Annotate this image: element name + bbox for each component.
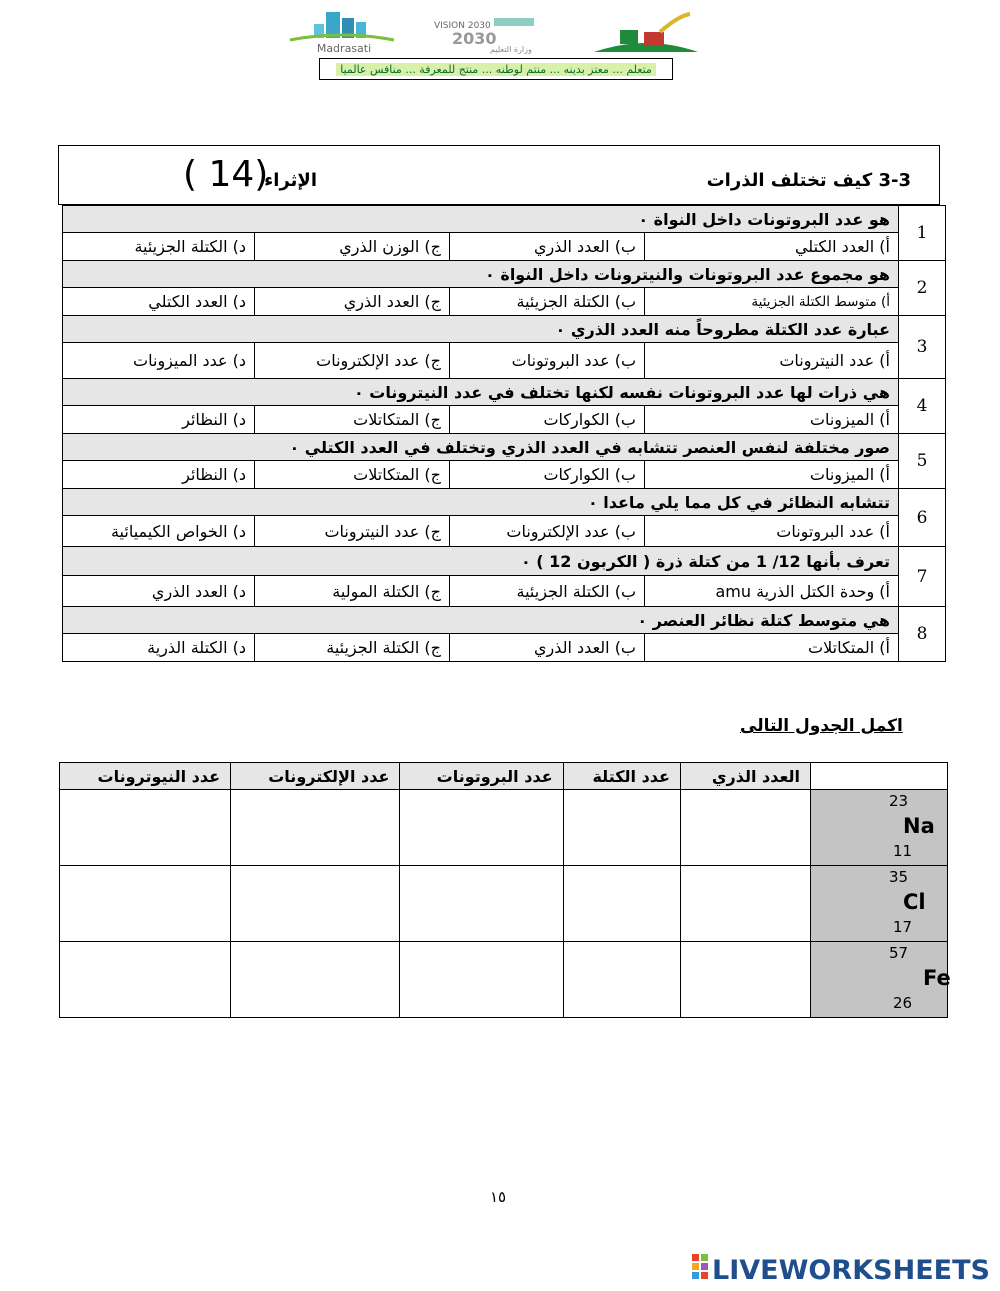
option-c[interactable]: ج) الوزن الذري — [255, 233, 450, 261]
question-text: هي ذرات لها عدد البروتونات نفسه لكنها تختلف في عدد النيترونات ٠ — [63, 379, 899, 406]
question-text: هي متوسط كتلة نظائر العنصر ٠ — [63, 607, 899, 634]
element-symbol: Cl — [903, 890, 926, 914]
table-row — [60, 942, 948, 1018]
option-d[interactable]: د) النظائر — [63, 406, 255, 434]
question-text: صور مختلفة لنفس العنصر تتشابه في العدد الذري وتختلف في العدد الكتلي ٠ — [63, 434, 899, 461]
question-number: 6 — [899, 489, 946, 547]
options-row — [63, 516, 946, 547]
option-d[interactable]: د) النظائر — [63, 461, 255, 489]
options-row — [63, 461, 946, 489]
option-a[interactable]: أ) الميزونات — [645, 461, 899, 489]
option-a[interactable]: أ) وحدة الكتل الذرية amu — [645, 576, 899, 607]
header-row — [60, 763, 948, 790]
liveworksheets-logo — [692, 1250, 992, 1284]
option-c[interactable]: ج) الكتلة المولية — [255, 576, 450, 607]
options-row — [63, 288, 946, 316]
madrasati-text: Madrasati — [316, 42, 372, 54]
question-row — [63, 379, 946, 406]
header-mass-number: عدد الكتلة — [563, 763, 680, 790]
page-number: ١٥ — [490, 1188, 507, 1206]
question-row — [63, 434, 946, 461]
header-protons: عدد البروتونات — [400, 763, 563, 790]
options-row — [63, 406, 946, 434]
element-mass: 57 — [889, 944, 909, 962]
question-text: تعرف بأنها 12/ 1 من كتلة ذرة ( الكربون 12 ) ٠ — [63, 547, 899, 576]
question-row — [63, 607, 946, 634]
question-row — [63, 547, 946, 576]
option-b[interactable]: ب) الكتلة الجزيئية — [450, 288, 645, 316]
question-number: 4 — [899, 379, 946, 434]
element-cell — [811, 942, 951, 1018]
option-a[interactable]: أ) عدد البروتونات — [645, 516, 899, 547]
question-text: هو مجموع عدد البروتونات والنيترونات داخل النواة ٠ — [63, 261, 899, 288]
options-row — [63, 343, 946, 379]
header-neutrons: عدد النيوترونات — [60, 763, 231, 790]
lesson-title: 3-3 كيف تختلف الذرات — [706, 170, 911, 191]
ministry-of-education-logo — [590, 12, 702, 54]
option-a[interactable]: أ) المتكاتلات — [645, 634, 899, 662]
elements-table — [59, 762, 951, 1018]
option-d[interactable]: د) الكتلة الذرية — [63, 634, 255, 662]
element-atomic: 26 — [893, 994, 913, 1012]
option-d[interactable]: د) الكتلة الجزيئية — [63, 233, 255, 261]
answer-cell[interactable] — [680, 866, 810, 942]
option-b[interactable]: ب) العدد الذري — [450, 233, 645, 261]
option-c[interactable]: ج) الكتلة الجزيئية — [255, 634, 450, 662]
answer-cell[interactable] — [563, 790, 680, 866]
watermark-text: LIVEWORKSHEETS — [712, 1255, 990, 1284]
option-a[interactable]: أ) الميزونات — [645, 406, 899, 434]
answer-cell[interactable] — [231, 790, 400, 866]
mcq-table — [62, 205, 946, 662]
option-d[interactable]: د) العدد الذري — [63, 576, 255, 607]
options-row — [63, 634, 946, 662]
question-row — [63, 261, 946, 288]
option-d[interactable]: د) الخواص الكيميائية — [63, 516, 255, 547]
ministry-text: وزارة التعليم — [490, 45, 532, 54]
table-instruction: اكمل الجدول التالى — [740, 716, 903, 736]
option-c[interactable]: ج) عدد الإلكترونات — [255, 343, 450, 379]
score-label: ( 14) — [183, 154, 269, 195]
question-text: هو عدد البروتونات داخل النواة ٠ — [63, 206, 899, 233]
answer-cell[interactable] — [680, 942, 810, 1018]
options-row — [63, 233, 946, 261]
answer-cell[interactable] — [400, 866, 563, 942]
element-cell — [811, 866, 948, 942]
table-row — [60, 866, 948, 942]
option-c[interactable]: ج) المتكاتلات — [255, 461, 450, 489]
question-row — [63, 489, 946, 516]
answer-cell[interactable] — [231, 942, 400, 1018]
answer-cell[interactable] — [400, 790, 563, 866]
motto-box — [319, 58, 673, 80]
question-row — [63, 316, 946, 343]
option-b[interactable]: ب) عدد الإلكترونات — [450, 516, 645, 547]
option-c[interactable]: ج) المتكاتلات — [255, 406, 450, 434]
question-number: 2 — [899, 261, 946, 316]
answer-cell[interactable] — [680, 790, 810, 866]
answer-cell[interactable] — [231, 866, 400, 942]
element-atomic: 11 — [893, 842, 913, 860]
vision-2030-logo — [432, 14, 540, 54]
motto-text: متعلم ... معتز بدينه ... منتم لوطنه ... منتج للمعرفة ... منافس عالميا — [336, 63, 656, 76]
element-atomic: 17 — [893, 918, 913, 936]
answer-cell[interactable] — [563, 942, 680, 1018]
question-number: 3 — [899, 316, 946, 379]
option-d[interactable]: د) عدد الميزونات — [63, 343, 255, 379]
element-symbol: Fe — [923, 966, 951, 990]
element-cell — [811, 790, 948, 866]
header-atomic-number: العدد الذري — [680, 763, 810, 790]
option-d[interactable]: د) العدد الكتلي — [63, 288, 255, 316]
question-number: 1 — [899, 206, 946, 261]
element-mass: 35 — [889, 868, 909, 886]
answer-cell[interactable] — [60, 790, 231, 866]
question-number: 5 — [899, 434, 946, 489]
option-a[interactable]: أ) العدد الكتلي — [645, 233, 899, 261]
option-b[interactable]: ب) الكواركات — [450, 461, 645, 489]
option-a[interactable]: أ) عدد النيترونات — [645, 343, 899, 379]
option-a[interactable]: أ) متوسط الكتلة الجزيئية — [645, 288, 899, 316]
madrasati-logo — [286, 10, 398, 54]
svg-text:2030: 2030 — [452, 29, 497, 48]
question-row — [63, 206, 946, 233]
option-b[interactable]: ب) العدد الذري — [450, 634, 645, 662]
answer-cell[interactable] — [400, 942, 563, 1018]
element-mass: 23 — [889, 792, 909, 810]
answer-cell[interactable] — [563, 866, 680, 942]
enrichment-label: الإثراء — [264, 170, 317, 191]
answer-cell[interactable] — [60, 866, 231, 942]
option-b[interactable]: ب) عدد البروتونات — [450, 343, 645, 379]
title-box — [58, 145, 940, 205]
question-number: 8 — [899, 607, 946, 662]
option-c[interactable]: ج) العدد الذري — [255, 288, 450, 316]
header-electrons: عدد الإلكترونات — [231, 763, 400, 790]
element-symbol: Na — [903, 814, 935, 838]
header-blank — [811, 763, 948, 790]
answer-cell[interactable] — [60, 942, 231, 1018]
option-b[interactable]: ب) الكواركات — [450, 406, 645, 434]
question-number: 7 — [899, 547, 946, 607]
question-text: تتشابه النظائر في كل مما يلي ماعدا ٠ — [63, 489, 899, 516]
vision-text: VISION 2030 — [434, 21, 491, 31]
table-row — [60, 790, 948, 866]
option-c[interactable]: ج) عدد النيترونات — [255, 516, 450, 547]
option-b[interactable]: ب) الكتلة الجزيئية — [450, 576, 645, 607]
question-text: عبارة عدد الكتلة مطروحاً منه العدد الذري ٠ — [63, 316, 899, 343]
options-row — [63, 576, 946, 607]
